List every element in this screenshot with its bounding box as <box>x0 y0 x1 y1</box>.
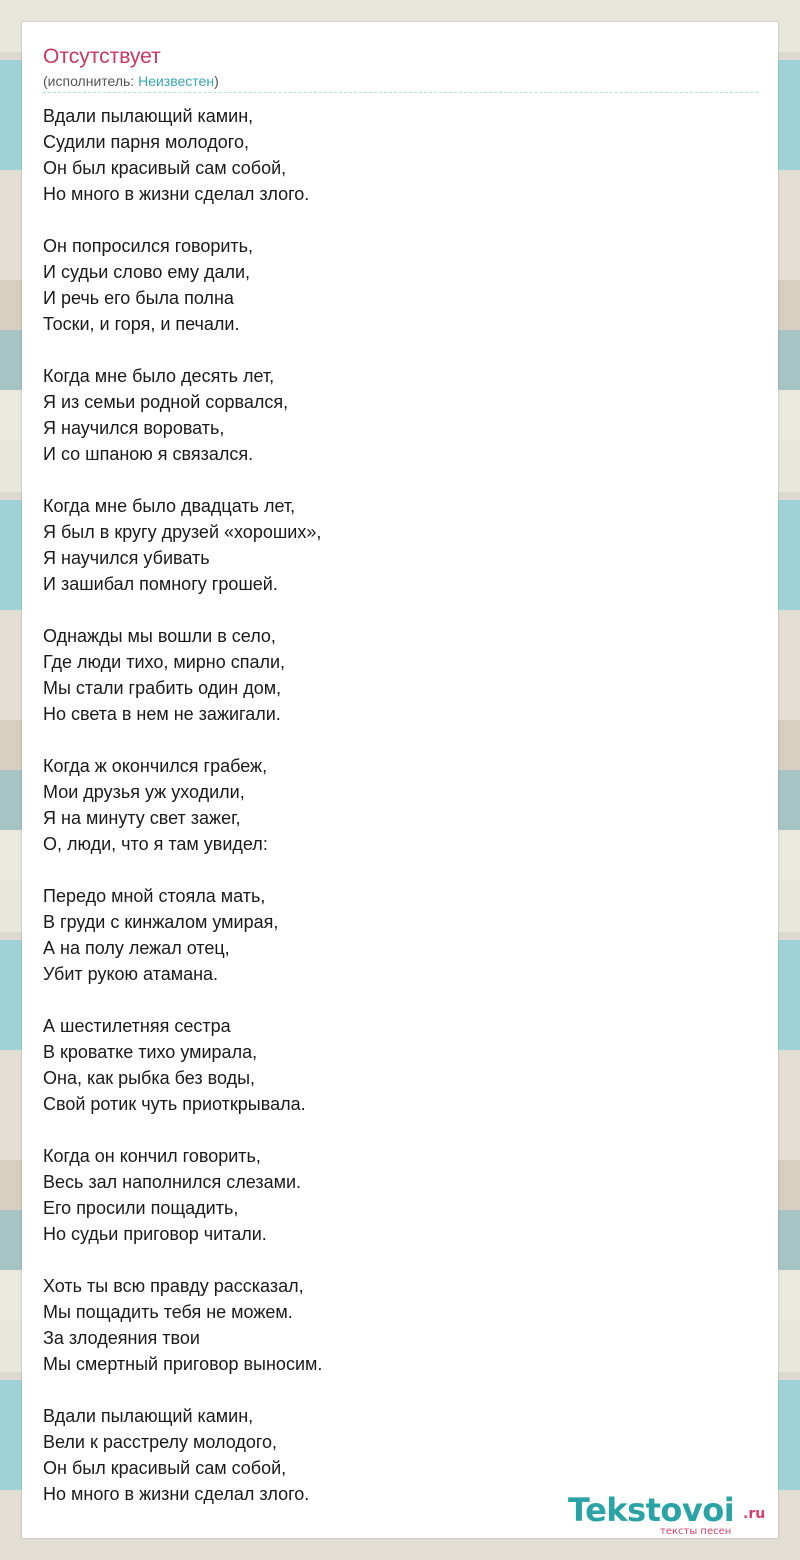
lyric-line: Когда он кончил говорить, <box>43 1146 261 1166</box>
song-title: Отсутствует <box>43 45 161 68</box>
lyric-line: Но судьи приговор читали. <box>43 1224 267 1244</box>
lyrics-stanza <box>43 363 322 467</box>
lyrics-stanza <box>43 233 322 337</box>
lyric-line: Судили парня молодого, <box>43 132 249 152</box>
lyric-line: Убит рукою атамана. <box>43 964 219 984</box>
lyrics-stanza <box>43 623 322 727</box>
lyric-line: Передо мной стояла мать, <box>43 886 266 906</box>
lyric-line: Вдали пылающий камин, <box>43 1406 254 1426</box>
lyric-line: Однажды мы вошли в село, <box>43 626 276 646</box>
lyric-line: Когда ж окончился грабеж, <box>43 756 268 776</box>
lyric-line: Хоть ты всю правду рассказал, <box>43 1276 304 1296</box>
lyrics-card <box>22 22 778 1538</box>
lyrics-stanza <box>43 883 322 987</box>
lyric-line: И зашибал помногу грошей. <box>43 574 278 594</box>
lyric-line: Мы стали грабить один дом, <box>43 678 282 698</box>
lyric-line: Но света в нем не зажигали. <box>43 704 281 724</box>
lyric-line: Он был красивый сам собой, <box>43 158 287 178</box>
lyric-line: Я на минуту свет зажег, <box>43 808 241 828</box>
lyrics-stanza <box>43 493 322 597</box>
lyric-line: Его просили пощадить, <box>43 1198 239 1218</box>
lyric-line: А шестилетняя сестра <box>43 1016 231 1036</box>
lyrics-stanza <box>43 103 322 207</box>
lyric-line: Он попросился говорить, <box>43 236 254 256</box>
artist-link[interactable]: Неизвестен <box>138 73 215 89</box>
lyric-line: И речь его была полна <box>43 288 234 308</box>
logo-tagline: тексты песен <box>660 1526 732 1537</box>
title-divider <box>43 92 758 93</box>
lyric-line: Мы смертный приговор выносим. <box>43 1354 323 1374</box>
lyric-line: Мы пощадить тебя не можем. <box>43 1302 293 1322</box>
performer-suffix: ) <box>214 73 219 89</box>
lyric-line: О, люди, что я там увидел: <box>43 834 268 854</box>
lyric-line: Я научился воровать, <box>43 418 225 438</box>
lyric-line: Где люди тихо, мирно спали, <box>43 652 286 672</box>
logo-domain: .ru <box>743 1506 766 1522</box>
lyrics-stanza <box>43 1013 322 1117</box>
lyric-line: Я научился убивать <box>43 548 210 568</box>
lyric-line: Вели к расстрелу молодого, <box>43 1432 278 1452</box>
logo-wordmark: Tekstovoi <box>568 1491 735 1529</box>
lyric-line: Свой ротик чуть приоткрывала. <box>43 1094 306 1114</box>
lyric-line: И со шпаною я связался. <box>43 444 254 464</box>
performer-prefix: (исполнитель: <box>43 73 139 89</box>
lyric-line: Весь зал наполнился слезами. <box>43 1172 302 1192</box>
lyrics-stanza <box>43 1273 322 1377</box>
lyric-line: Когда мне было десять лет, <box>43 366 275 386</box>
lyric-line: Мои друзья уж уходили, <box>43 782 245 802</box>
lyrics-text <box>43 103 322 1533</box>
lyric-line: Я был в кругу друзей «хороших», <box>43 522 322 542</box>
lyric-line: Вдали пылающий камин, <box>43 106 254 126</box>
lyric-line: Она, как рыбка без воды, <box>43 1068 256 1088</box>
lyrics-stanza <box>43 1403 322 1507</box>
performer-line <box>43 72 219 90</box>
lyric-line: Когда мне было двадцать лет, <box>43 496 296 516</box>
lyric-line: И судьи слово ему дали, <box>43 262 251 282</box>
lyric-line: А на полу лежал отец, <box>43 938 230 958</box>
lyric-line: Тоски, и горя, и печали. <box>43 314 240 334</box>
lyric-line: Но много в жизни сделал злого. <box>43 1484 310 1504</box>
lyrics-stanza <box>43 1143 322 1247</box>
lyrics-stanza <box>43 753 322 857</box>
lyric-line: Я из семьи родной сорвался, <box>43 392 289 412</box>
lyric-line: В груди с кинжалом умирая, <box>43 912 279 932</box>
lyric-line: В кроватке тихо умирала, <box>43 1042 258 1062</box>
lyric-line: За злодеяния твои <box>43 1328 200 1348</box>
lyric-line: Но много в жизни сделал злого. <box>43 184 310 204</box>
site-logo[interactable] <box>568 1491 778 1537</box>
lyric-line: Он был красивый сам собой, <box>43 1458 287 1478</box>
